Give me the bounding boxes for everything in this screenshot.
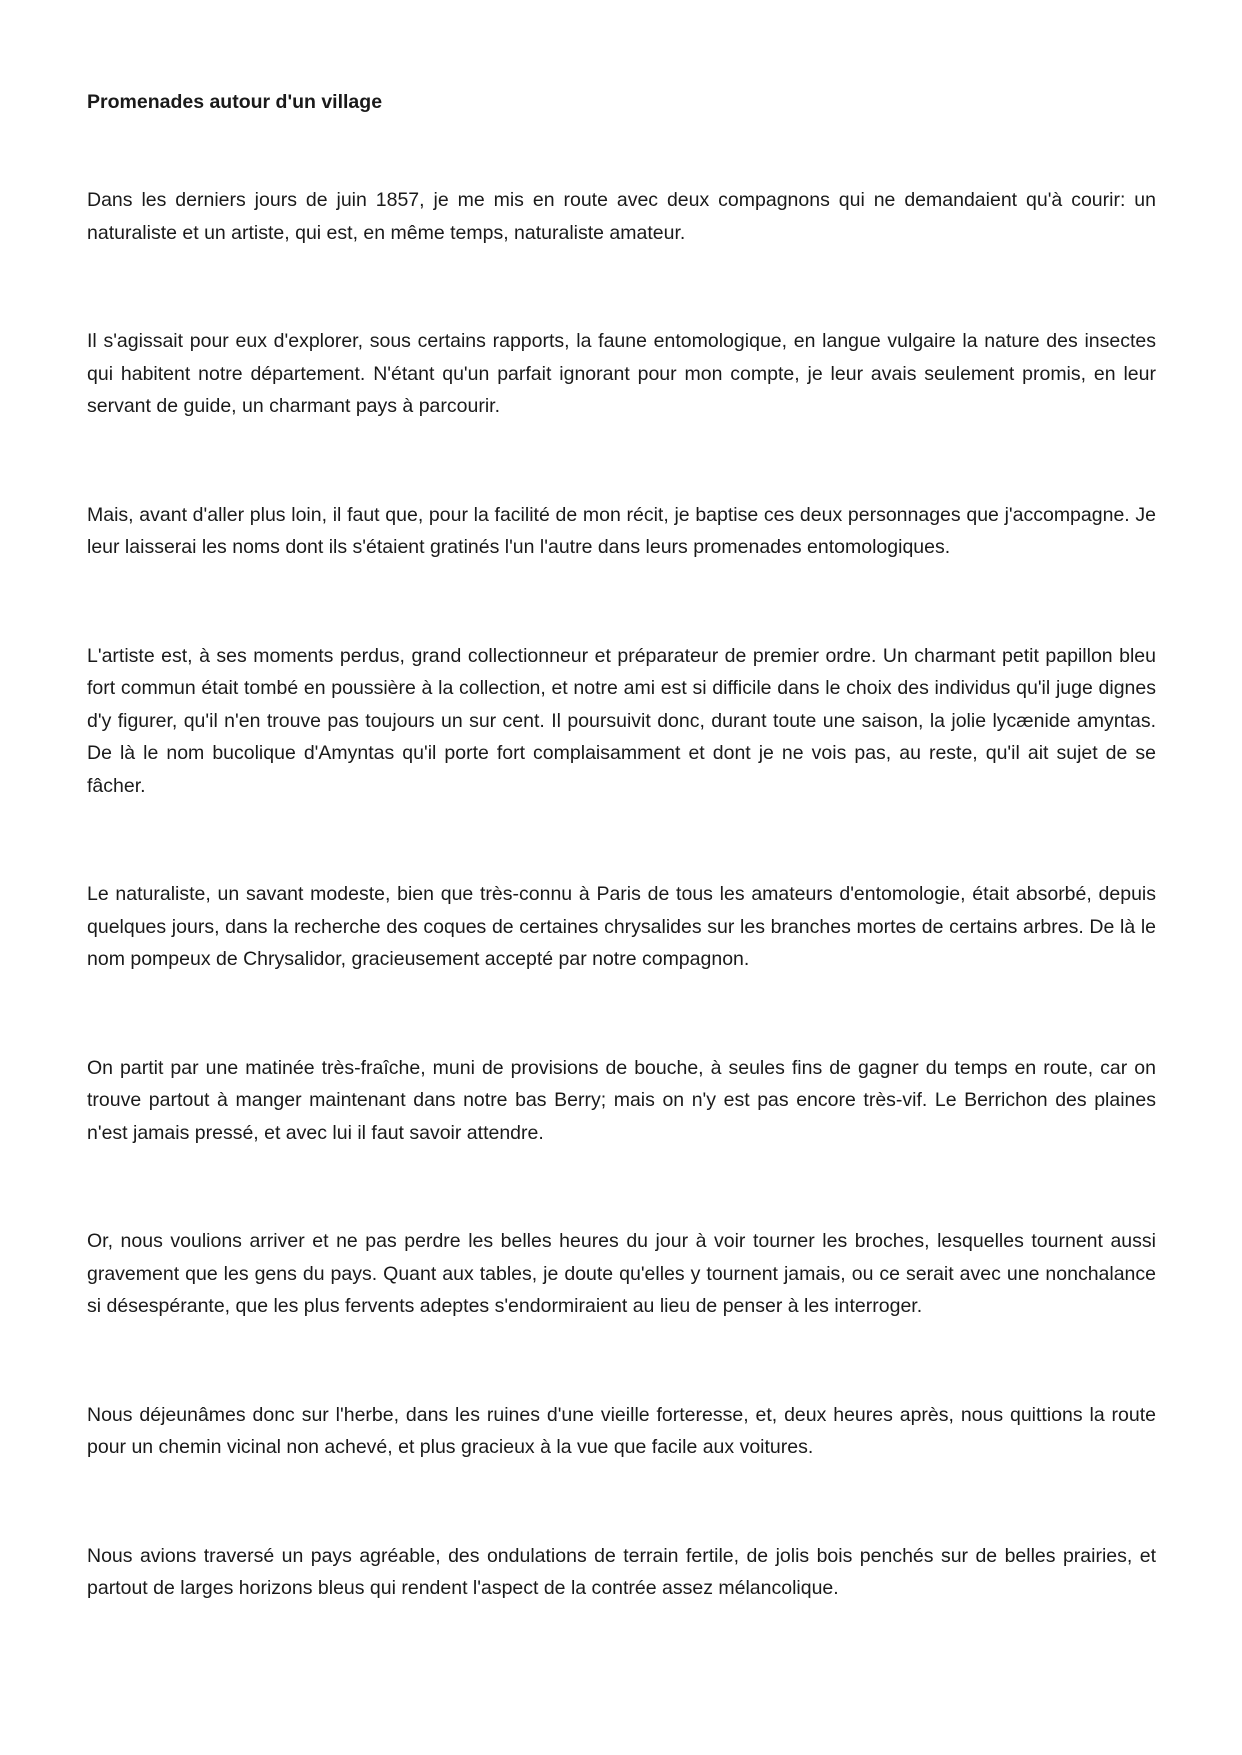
paragraph: Or, nous voulions arriver et ne pas perdre les belles heures du jour à voir tourner les broches, lesquelles tournent aussi gravement que les gens du pays. Quant aux tables, je doute qu'elles y tournent jamais, ou ce serait avec une nonchalance si désespérante, que les plus fervents adeptes s'endormiraient au lieu de penser à les interroger. bbox=[87, 1230, 1156, 1317]
paragraph: Mais, avant d'aller plus loin, il faut que, pour la facilité de mon récit, je baptise ces deux personnages que j'accompagne. Je leur laisserai les noms dont ils s'étaient gratinés l'un l'autre dans leurs promenades entomologiques. bbox=[87, 503, 1156, 558]
paragraph: Le naturaliste, un savant modeste, bien que très-connu à Paris de tous les amateurs d'entomologie, était absorbé, depuis quelques jours, dans la recherche des coques de certaines chrysalides sur les branches mortes de certains arbres. De là le nom pompeux de Chrysalidor, gracieusement accepté par notre compagnon. bbox=[87, 883, 1156, 970]
document-page bbox=[87, 86, 1156, 1681]
paragraph: Nous déjeunâmes donc sur l'herbe, dans les ruines d'une vieille forteresse, et, deux heures après, nous quittions la route pour un chemin vicinal non achevé, et plus gracieux à la vue que facile aux voitures. bbox=[87, 1403, 1156, 1458]
paragraph: L'artiste est, à ses moments perdus, grand collectionneur et préparateur de premier ordre. Un charmant petit papillon bleu fort commun était tombé en poussière à la collection, et notre ami est si difficile dans le choix des individus qu'il juge dignes d'y figurer, qu'il n'en trouve pas toujours un sur cent. Il poursuivit donc, durant toute une saison, la jolie lycænide amyntas. De là le nom bucolique d'Amyntas qu'il porte fort complaisamment et dont je ne vois pas, au reste, qu'il ait sujet de se fâcher. bbox=[87, 644, 1156, 797]
paragraph: On partit par une matinée très-fraîche, muni de provisions de bouche, à seules fins de gagner du temps en route, car on trouve partout à manger maintenant dans notre bas Berry; mais on n'y est pas encore très-vif. Le Berrichon des plaines n'est jamais pressé, et avec lui il faut savoir attendre. bbox=[87, 1056, 1156, 1144]
paragraph: Il s'agissait pour eux d'explorer, sous certains rapports, la faune entomologique, en langue vulgaire la nature des insectes qui habitent notre département. N'étant qu'un parfait ignorant pour mon compte, je leur avais seulement promis, en leur servant de guide, un charmant pays à parcourir. bbox=[87, 330, 1156, 417]
paragraph: Dans les derniers jours de juin 1857, je me mis en route avec deux compagnons qui ne demandaient qu'à courir: un naturaliste et un artiste, qui est, en même temps, naturaliste amateur. bbox=[87, 189, 1156, 244]
document-title: Promenades autour d'un village bbox=[87, 91, 383, 113]
paragraph: Nous avions traversé un pays agréable, des ondulations de terrain fertile, de jolis bois penchés sur de belles prairies, et partout de larges horizons bleus qui rendent l'aspect de la contrée assez mélancolique. bbox=[87, 1544, 1156, 1599]
